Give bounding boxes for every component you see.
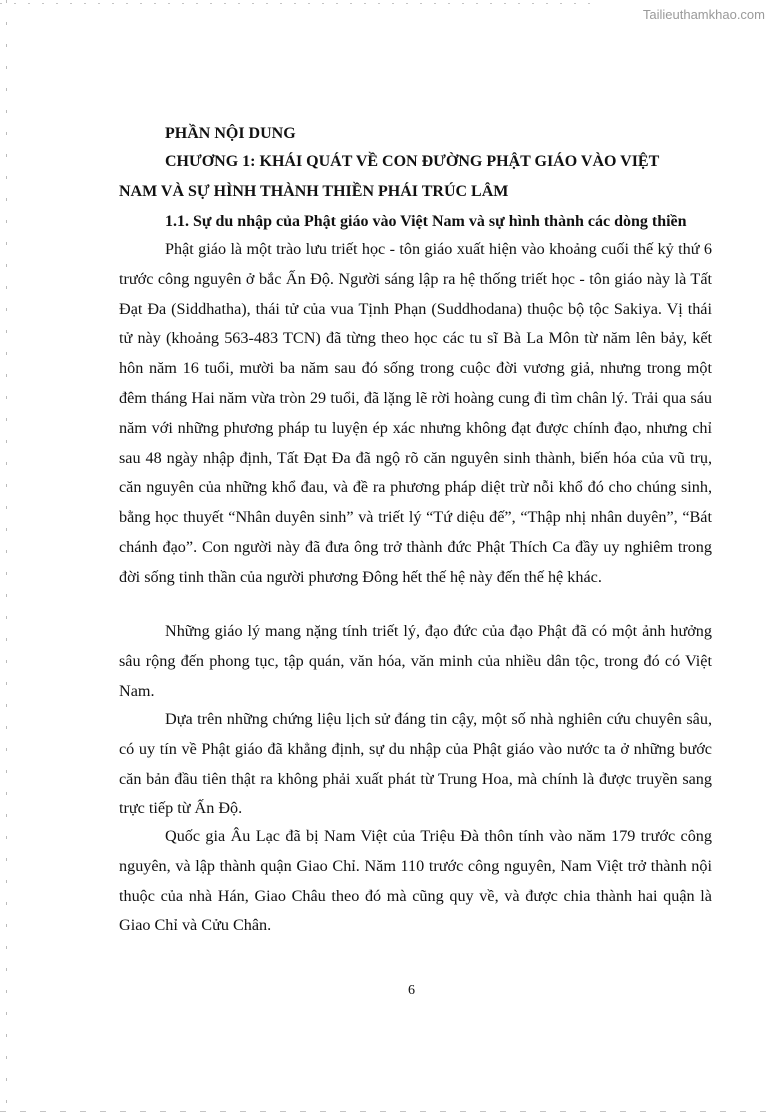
- part-title: PHẦN NỘI DUNG: [165, 125, 296, 142]
- section-title: 1.1. Sự du nhập của Phật giáo vào Việt Nam và sự hình thành các dòng thiền: [165, 213, 687, 230]
- body-paragraph: Quốc gia Âu Lạc đã bị Nam Việt của Triệu Đà thôn tính vào năm 179 trước công nguyên, và lập thành quận Giao Chỉ. Năm 110 trước công nguyên, Nam Việt trở thành nội thuộc của nhà Hán, Giao Châu theo đó mà cũng quy về, và được chia thành hai quận là Giao Chỉ và Cửu Chân.: [119, 827, 712, 935]
- body-paragraph: Những giáo lý mang nặng tính triết lý, đạo đức của đạo Phật đã có một ảnh hưởng sâu rộng đến phong tục, tập quán, văn hóa, văn minh của nhiều dân tộc, trong đó có Việt Nam.: [119, 622, 712, 700]
- scan-top-edge-artifact: [0, 3, 600, 4]
- scan-bottom-edge-artifact: [0, 1111, 775, 1112]
- watermark-text: Tailieuthamkhao.com: [642, 7, 765, 22]
- body-paragraph: Dựa trên những chứng liệu lịch sử đáng tin cậy, một số nhà nghiên cứu chuyên sâu, có uy tín về Phật giáo đã khẳng định, sự du nhập của Phật giáo vào nước ta ở những bước căn bản đầu tiên thật ra không phải xuất phát từ Trung Hoa, mà chính là được truyền sang trực tiếp từ Ấn Độ.: [119, 710, 712, 818]
- scan-left-edge-artifact: [6, 0, 7, 1116]
- chapter-title-line-2: NAM VÀ SỰ HÌNH THÀNH THIỀN PHÁI TRÚC LÂM: [119, 183, 509, 200]
- chapter-title-line-1: CHƯƠNG 1: KHÁI QUÁT VỀ CON ĐƯỜNG PHẬT GIÁO VÀO VIỆT: [165, 153, 660, 170]
- page-number: 6: [408, 983, 415, 998]
- body-paragraph: Phật giáo là một trào lưu triết học - tôn giáo xuất hiện vào khoảng cuối thế kỷ thứ 6 trước công nguyên ở bắc Ấn Độ. Người sáng lập ra hệ thống triết học - tôn giáo này là Tất Đạt Đa (Siddhatha), thái tử của vua Tịnh Phạn (Suddhodana) thuộc bộ tộc Sakiya. Vị thái tử này (khoảng 563-483 TCN) đã từng theo học các tu sĩ Bà La Môn từ năm lên bảy, kết hôn năm 16 tuổi, mười ba năm sau đó sống trong cuộc đời vương giả, nhưng trong một đêm tháng Hai năm vừa tròn 29 tuổi, đã lặng lẽ rời hoàng cung đi tìm chân lý. Trải qua sáu năm với những phương pháp tu luyện ép xác nhưng không đạt được chính đạo, nhưng chỉ sau 48 ngày nhập định, Tất Đạt Đa đã ngộ rõ căn nguyên sinh thành, biến hóa của vũ trụ, căn nguyên của những khổ đau, và đề ra phương pháp diệt trừ nỗi khổ đó cho chúng sinh, bằng học thuyết “Nhân duyên sinh” và triết lý “Tứ diệu đế”, “Thập nhị nhân duyên”, “Bát chánh đạo”. Con người này đã đưa ông trở thành đức Phật Thích Ca đầy uy nghiêm trong đời sống tinh thần của người phương Đông hết thế hệ này đến thế hệ khác.: [119, 240, 712, 586]
